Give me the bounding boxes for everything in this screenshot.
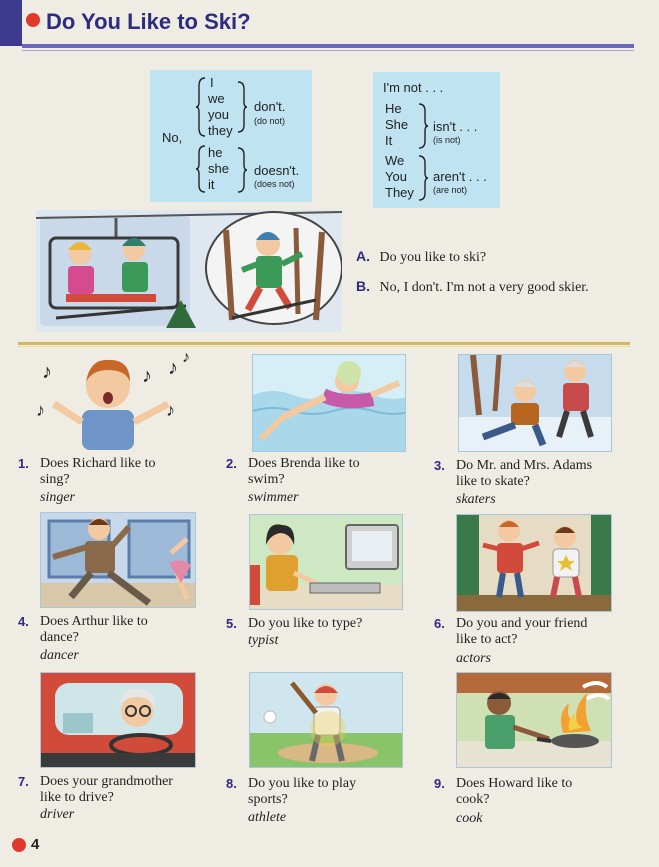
svg-text:♪: ♪ bbox=[168, 357, 178, 379]
svg-text:♪: ♪ bbox=[182, 352, 190, 366]
exercise-question-line2: swim? bbox=[248, 472, 285, 487]
pronoun-they: they bbox=[208, 123, 233, 138]
exercise-5-picture bbox=[249, 514, 403, 610]
baseball-player-icon bbox=[250, 673, 403, 768]
exercise-question-line1: Does your grandmother bbox=[40, 774, 173, 789]
grammar-box-not bbox=[373, 72, 500, 208]
exercise-number: 6. bbox=[434, 616, 445, 631]
exercise-answer: typist bbox=[248, 633, 279, 648]
exercise-question-line1: Does Howard like to bbox=[456, 776, 573, 791]
section-divider bbox=[18, 342, 630, 345]
exercise-question-line2: sports? bbox=[248, 792, 288, 807]
exercise-1-picture bbox=[30, 352, 198, 452]
exercise-question-line2: like to act? bbox=[456, 632, 518, 647]
pronoun-they-cap: They bbox=[385, 185, 414, 200]
svg-text:♪: ♪ bbox=[42, 361, 52, 383]
pronoun-he: he bbox=[208, 145, 223, 160]
are-not-text: (are not) bbox=[433, 185, 468, 195]
doesnt-text: doesn't. bbox=[254, 163, 300, 178]
pronoun-it: it bbox=[208, 177, 215, 192]
exercise-question-line2: dance? bbox=[40, 630, 79, 645]
section-divider-thin bbox=[18, 346, 630, 347]
actors-stage-icon bbox=[457, 515, 612, 612]
exercise-answer: singer bbox=[40, 490, 75, 505]
dialog-line-b bbox=[356, 278, 589, 296]
exercise-question-line1: Does Richard like to bbox=[40, 456, 156, 471]
exercise-answer: swimmer bbox=[248, 490, 299, 505]
exercise-number: 3. bbox=[434, 458, 445, 473]
dancing-man-icon bbox=[41, 513, 196, 608]
is-not-text: (is not) bbox=[433, 135, 461, 145]
exercise-question-line1: Do Mr. and Mrs. Adams bbox=[456, 458, 593, 473]
exercise-answer: athlete bbox=[248, 810, 287, 825]
dialog-line-a bbox=[356, 248, 486, 266]
brace-icon bbox=[236, 146, 248, 194]
header-tab bbox=[0, 0, 22, 46]
brace-icon bbox=[417, 154, 429, 202]
typing-woman-icon bbox=[250, 515, 403, 610]
title-underline-thin bbox=[22, 50, 634, 51]
pronoun-we-cap: We bbox=[385, 153, 405, 168]
exercise-question-line2: like to drive? bbox=[40, 790, 114, 805]
title-underline bbox=[22, 44, 634, 48]
svg-text:♪: ♪ bbox=[142, 365, 152, 387]
exercise-9-picture bbox=[456, 672, 612, 768]
exercise-2-picture bbox=[252, 354, 406, 452]
dont-text: don't. bbox=[254, 99, 286, 114]
singing-man-icon bbox=[30, 352, 198, 452]
exercise-number: 9. bbox=[434, 776, 445, 791]
exercise-question-line2: like to skate? bbox=[456, 474, 530, 489]
exercise-answer: skaters bbox=[456, 492, 496, 507]
pronoun-we: we bbox=[208, 91, 225, 106]
pronoun-he-cap: He bbox=[385, 101, 402, 116]
pronoun-she-cap: She bbox=[385, 117, 409, 132]
page-number-bullet-icon bbox=[12, 838, 26, 852]
isnt-text: isn't . . . bbox=[433, 119, 478, 134]
exercise-question-line1: Does Arthur like to bbox=[40, 614, 148, 629]
exercise-number: 1. bbox=[18, 456, 29, 471]
ski-lift-icon bbox=[36, 210, 342, 332]
pronoun-she: she bbox=[208, 161, 229, 176]
brace-icon bbox=[236, 80, 248, 134]
dialog-label-a: A. bbox=[356, 248, 370, 264]
page-number: 4 bbox=[31, 836, 40, 853]
swimming-woman-icon bbox=[253, 355, 406, 452]
exercise-question-line2: cook? bbox=[456, 792, 490, 807]
exercise-answer: cook bbox=[456, 811, 483, 826]
do-not-text: (do not) bbox=[254, 116, 286, 126]
cooking-man-icon bbox=[457, 673, 612, 768]
ski-lift-illustration bbox=[36, 210, 342, 332]
exercise-3-picture bbox=[458, 354, 612, 452]
exercise-question-line1: Do you like to type? bbox=[248, 616, 363, 631]
dialog-label-b: B. bbox=[356, 278, 370, 294]
exercise-question-line1: Do you and your friend bbox=[456, 616, 588, 631]
page-title: Do You Like to Ski? bbox=[46, 9, 251, 34]
pronoun-you: you bbox=[208, 107, 229, 122]
exercise-8-picture bbox=[249, 672, 403, 768]
exercise-number: 5. bbox=[226, 616, 237, 631]
exercise-7-picture bbox=[40, 672, 196, 768]
exercise-number: 7. bbox=[18, 774, 29, 789]
pronoun-you-cap: You bbox=[385, 169, 407, 184]
exercise-answer: dancer bbox=[40, 648, 79, 663]
grammar-no: No, bbox=[162, 130, 183, 145]
brace-icon bbox=[195, 144, 207, 194]
grammar-box-dont bbox=[150, 70, 312, 202]
exercise-question-line1: Does Brenda like to bbox=[248, 456, 360, 471]
title-bullet-icon bbox=[26, 13, 40, 27]
brace-icon bbox=[195, 76, 207, 138]
svg-text:♪: ♪ bbox=[36, 400, 45, 420]
exercise-number: 8. bbox=[226, 776, 237, 791]
exercise-4-picture bbox=[40, 512, 196, 608]
pronoun-i: I bbox=[210, 75, 214, 90]
exercise-question-line1: Do you like to play bbox=[248, 776, 357, 791]
driving-grandmother-icon bbox=[41, 673, 196, 768]
exercise-number: 2. bbox=[226, 456, 237, 471]
arent-text: aren't . . . bbox=[433, 169, 487, 184]
exercise-6-picture bbox=[456, 514, 612, 612]
pronoun-it-cap: It bbox=[385, 133, 393, 148]
im-not-text: I'm not . . . bbox=[383, 80, 444, 95]
exercise-answer: actors bbox=[456, 651, 491, 666]
dialog-text-a: Do you like to ski? bbox=[379, 250, 487, 265]
svg-text:♪: ♪ bbox=[166, 400, 175, 420]
skating-couple-icon bbox=[459, 355, 612, 452]
exercise-answer: driver bbox=[40, 807, 75, 822]
exercise-number: 4. bbox=[18, 614, 29, 629]
exercise-question-line2: sing? bbox=[40, 472, 70, 487]
does-not-text: (does not) bbox=[254, 179, 295, 189]
brace-icon bbox=[417, 102, 429, 150]
dialog-text-b: No, I don't. I'm not a very good skier. bbox=[379, 280, 589, 295]
